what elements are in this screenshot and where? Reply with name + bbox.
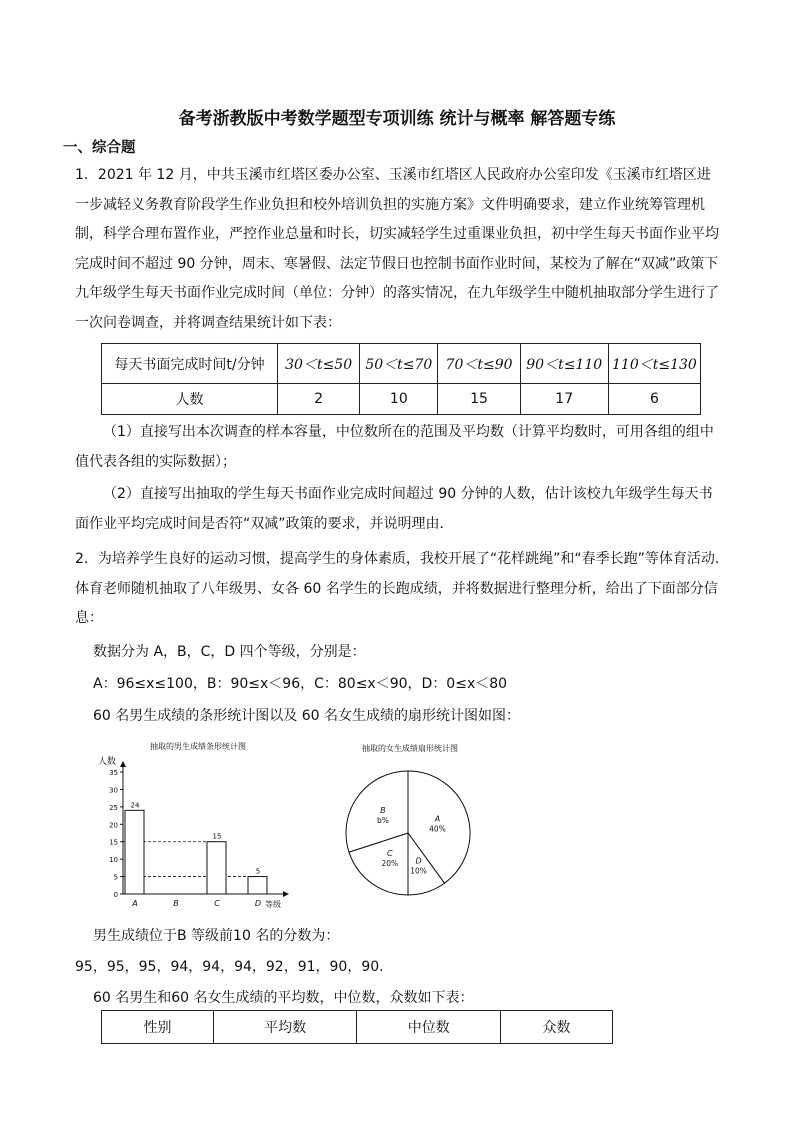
slice-percent-label: b%: [376, 815, 389, 825]
table-header-cell: 70＜t≤90: [438, 344, 520, 384]
page-title: 备考浙教版中考数学题型专项训练 统计与概率 解答题专练: [178, 109, 616, 129]
slice-label: D: [415, 856, 422, 866]
question-2-text: 2．为培养学生良好的运动习惯，提高学生的身体素质，我校开展了“花样跳绳”和“春季长跑”等体育活动.体育老师随机抽取了八年级男、女各 60 名学生的长跑成绩，并将数据进行整理分析，给出了下面部分信息：: [75, 551, 720, 626]
male-bar-chart: [93, 738, 305, 910]
slice-percent-label: 10%: [410, 866, 427, 876]
section-heading: 一、综合题: [63, 140, 136, 156]
x-tick-label: C: [214, 899, 220, 908]
bar-value-label: 24: [130, 801, 140, 810]
bar-value-label: 5: [255, 867, 261, 876]
table-cell: 6: [608, 384, 700, 415]
bar: [125, 810, 144, 894]
question-1-part-2: （2）直接写出抽取的学生每天书面作业完成时间超过 90 分钟的人数，估计该校九年级学生每天书面作业平均完成时间是否符“双减”政策的要求，并说明理由．: [75, 486, 713, 532]
b-grade-scores: 95，95，95，94，94，94，92，91，90，90.: [75, 959, 384, 975]
x-tick-label: D: [254, 899, 262, 908]
chart-title: 抽取的女生成绩扇形统计图: [362, 744, 458, 753]
female-pie-chart: [330, 738, 490, 898]
grade-definitions: A：96≤x≤100，B：90≤x＜96，C：80≤x＜90，D：0≤x＜80: [93, 676, 508, 692]
table-header-cell: 110＜t≤130: [608, 344, 700, 384]
y-tick-label: 0: [113, 891, 118, 899]
y-axis-arrow: [120, 761, 126, 767]
y-axis-label: 人数: [98, 757, 117, 767]
y-tick-label: 25: [109, 803, 118, 812]
slice-percent-label: 20%: [381, 859, 399, 869]
grade-definition-intro: 数据分为 A，B，C，D 四个等级，分别是：: [93, 644, 366, 660]
y-tick-label: 20: [109, 821, 118, 830]
table-header-cell: 30＜t≤50: [278, 344, 360, 384]
bar: [207, 842, 226, 894]
table-cell: 10: [360, 384, 438, 415]
chart-intro: 60 名男生成绩的条形统计图以及 60 名女生成绩的扇形统计图如图：: [93, 708, 520, 724]
slice-label: B: [380, 805, 386, 815]
table-header-cell: 平均数: [213, 1011, 357, 1044]
stats-table: [101, 1010, 613, 1044]
x-tick-label: A: [132, 899, 138, 908]
bar: [248, 877, 267, 894]
bar-value-label: 15: [212, 832, 222, 841]
stats-intro: 60 名男生和60 名女生成绩的平均数，中位数，众数如下表：: [93, 990, 474, 1006]
table-header-cell: 中位数: [357, 1011, 501, 1044]
question-1-text: 1．2021 年 12 月，中共玉溪市红塔区委办公室、玉溪市红塔区人民政府办公室印发《玉溪市红塔区进一步减轻义务教育阶段学生作业负担和校外培训负担的实施方案》文件明确要求，建立作业统筹管理机制，科学合理布置作业，严控作业总量和时长，切实减轻学生过重课业负担，初中学生每天书面作业平均完成时间不超过 90 分钟，周末、寒暑假、法定节假日也控制书面作业时间，某校为了解在“双减”政策下九年级学生每天书面作业完成时间（单位：分钟）的落实情况，在九年级学生中随机抽取部分学生进行了一次问卷调查，并将调查结果统计如下表：: [75, 167, 719, 331]
question-1-part-1: （1）直接写出本次调查的样本容量，中位数所在的范围及平均数（计算平均数时，可用各组的组中值代表各组的实际数据）；: [75, 424, 714, 470]
x-tick-label: B: [173, 899, 179, 908]
y-tick-label: 15: [109, 838, 118, 847]
b-grade-intro: 男生成绩位于B 等级前10 名的分数为：: [93, 928, 340, 944]
chart-title: 抽取的男生成绩条形统计图: [150, 742, 246, 751]
table-header-cell: 90＜t≤110: [520, 344, 608, 384]
table-cell: 15: [438, 384, 520, 415]
y-tick-label: 35: [109, 769, 118, 777]
y-tick-label: 30: [109, 786, 118, 795]
table-header-cell: 性别: [102, 1011, 214, 1044]
time-table: [101, 343, 701, 415]
table-header-cell: 50＜t≤70: [360, 344, 438, 384]
x-axis-arrow: [283, 891, 289, 897]
x-axis-label: 等级: [265, 900, 281, 909]
table-header-cell: 每天书面完成时间t/分钟: [102, 344, 278, 384]
table-header-cell: 众数: [501, 1011, 613, 1044]
table-cell: 人数: [102, 384, 278, 415]
table-cell: 17: [520, 384, 608, 415]
y-tick-label: 10: [109, 856, 118, 865]
slice-label: C: [386, 849, 393, 859]
table-cell: 2: [278, 384, 360, 415]
slice-label: A: [434, 814, 441, 824]
y-tick-label: 5: [113, 873, 118, 882]
slice-percent-label: 40%: [429, 824, 446, 834]
